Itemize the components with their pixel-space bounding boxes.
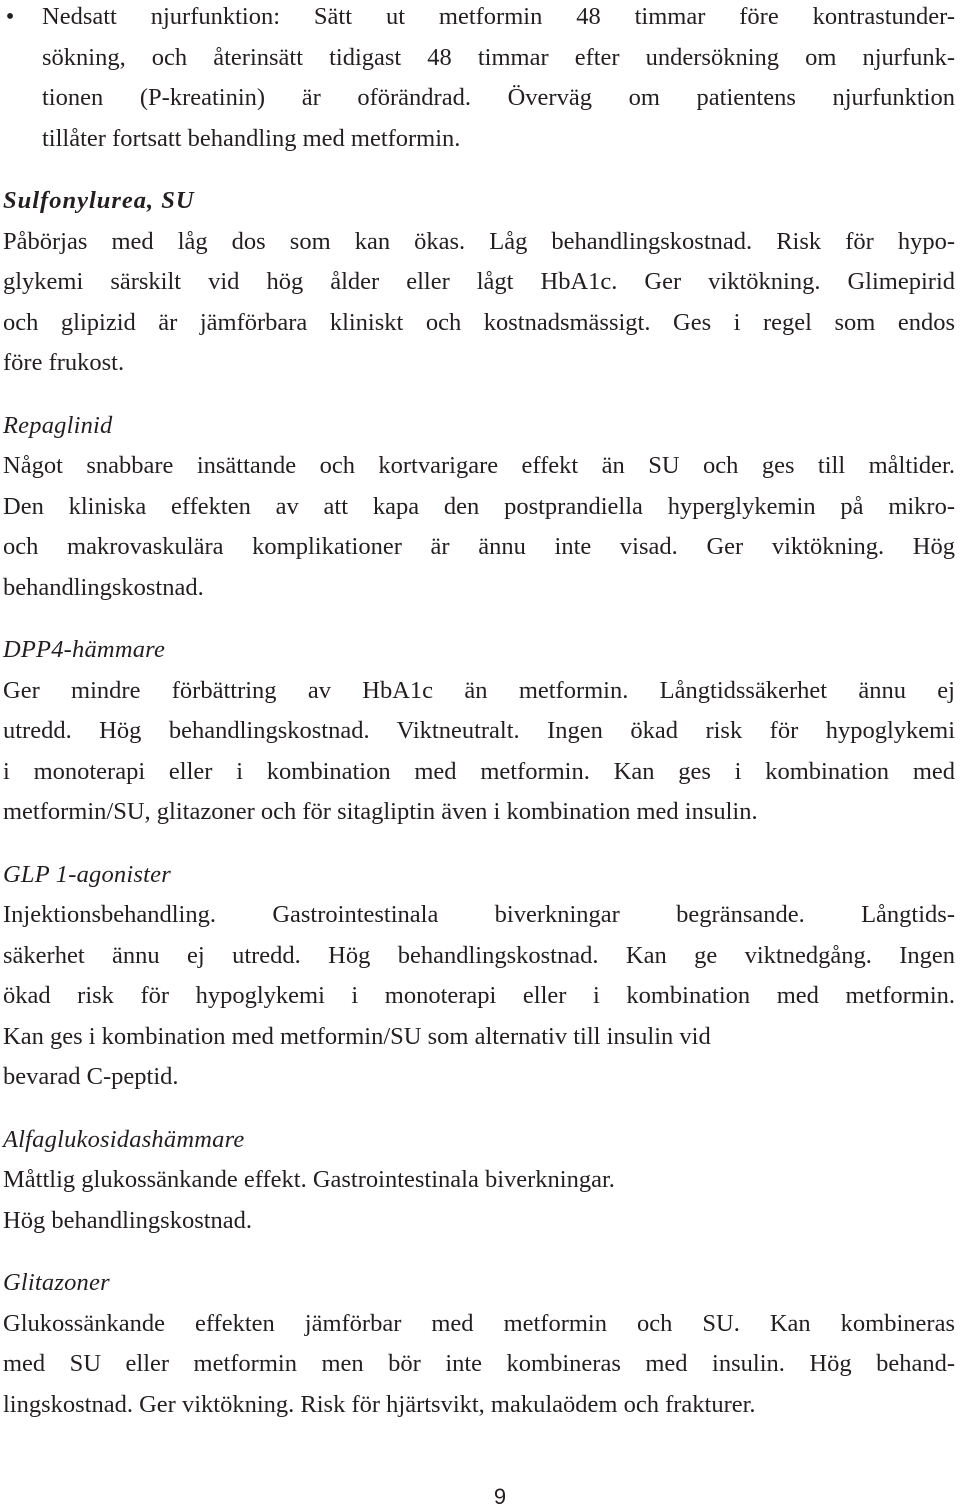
text-line: Påbörjas med låg dos som kan ökas. Låg behandlingskostnad. Risk för hypo- [3, 227, 955, 255]
text-line: metformin/SU, glitazoner och för sitagliptin även i kombination med insulin. [3, 798, 758, 825]
text-line: bevarad C-peptid. [3, 1063, 179, 1090]
text-line: Den kliniska effekten av att kapa den postprandiella hyperglykemin på mikro- [3, 492, 955, 520]
text-line: ökad risk för hypoglykemi i monoterapi eller i kombination med metformin. [3, 982, 955, 1009]
bullet-icon: • [5, 3, 15, 30]
section-paragraph [3, 446, 955, 608]
document-page [3, 0, 955, 1425]
text-line: Något snabbare insättande och kortvarigare effekt än SU och ges till måltider. [3, 452, 955, 479]
section-heading: Repaglinid [3, 411, 113, 439]
metformin-bullet-item [3, 0, 955, 159]
text-line: Nedsatt njurfunktion: Sätt ut metformin 48 timmar före kontrastunder- [42, 3, 955, 30]
section-heading: DPP4-hämmare [3, 636, 166, 663]
bullet-paragraph [42, 0, 955, 159]
text-line: Glukossänkande effekten jämförbar med metformin och SU. Kan kombineras [3, 1309, 955, 1337]
text-line: sökning, och återinsätt tidigast 48 timmar efter undersökning om njurfunk- [42, 43, 955, 71]
text-line: Injektionsbehandling. Gastrointestinala biverkningar begränsande. Långtids- [3, 901, 955, 928]
text-line: Kan ges i kombination med metformin/SU som alternativ till insulin vid [3, 1022, 711, 1050]
section-dpp4 [3, 630, 955, 833]
section-paragraph [3, 1160, 955, 1241]
text-line: före frukost. [3, 349, 125, 376]
text-line: behandlingskostnad. [3, 573, 204, 601]
section-heading: Alfaglukosidashämmare [3, 1125, 245, 1153]
section-repaglinid [3, 406, 955, 609]
section-heading: Sulfonylurea, SU [3, 187, 195, 214]
text-line: tillåter fortsatt behandling med metformin. [42, 124, 461, 152]
section-paragraph [3, 222, 955, 384]
text-line: med SU eller metformin men bör inte kombineras med insulin. Hög behand- [3, 1350, 955, 1377]
section-heading: Glitazoner [3, 1269, 110, 1296]
section-paragraph [3, 671, 955, 833]
text-line: tionen (P-kreatinin) är oförändrad. Överväg om patientens njurfunktion [42, 84, 955, 111]
text-line: glykemi särskilt vid hög ålder eller lågt HbA1c. Ger viktökning. Glimepirid [3, 268, 955, 295]
section-glitazoner [3, 1263, 955, 1425]
section-sulfonylurea [3, 181, 955, 384]
text-line: i monoterapi eller i kombination med metformin. Kan ges i kombination med [3, 757, 955, 785]
section-paragraph [3, 895, 955, 1098]
text-line: Måttlig glukossänkande effekt. Gastrointestinala biverkningar. [3, 1166, 615, 1193]
section-alfaglukosidashammare [3, 1120, 955, 1242]
page-number: 9 [493, 1484, 507, 1509]
text-line: och glipizid är jämförbara kliniskt och kostnadsmässigt. Ges i regel som endos [3, 308, 955, 336]
text-line: säkerhet ännu ej utredd. Hög behandlingskostnad. Kan ge viktnedgång. Ingen [3, 941, 955, 969]
text-line: utredd. Hög behandlingskostnad. Viktneutralt. Ingen ökad risk för hypoglykemi [3, 717, 955, 744]
text-line: lingskostnad. Ger viktökning. Risk för hjärtsvikt, makulaödem och frakturer. [3, 1390, 756, 1418]
text-line: Ger mindre förbättring av HbA1c än metformin. Långtidssäkerhet ännu ej [3, 676, 955, 704]
section-glp1 [3, 855, 955, 1098]
text-line: och makrovaskulära komplikationer är ännu inte visad. Ger viktökning. Hög [3, 533, 955, 560]
text-line: Hög behandlingskostnad. [3, 1206, 253, 1234]
section-paragraph [3, 1304, 955, 1426]
section-heading: GLP 1-agonister [3, 860, 171, 888]
